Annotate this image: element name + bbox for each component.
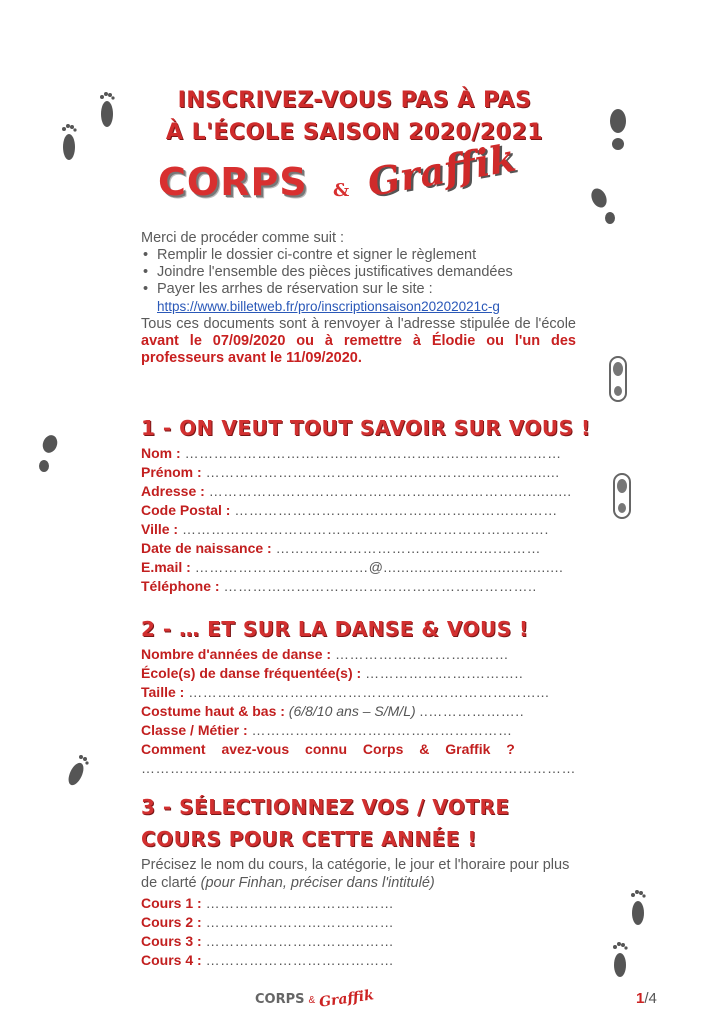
- field-label: Nom :: [141, 445, 181, 461]
- billetweb-link[interactable]: https://www.billetweb.fr/pro/inscriptionsaison20202021c-g: [157, 299, 500, 314]
- email-field[interactable]: [141, 558, 576, 577]
- adresse-field[interactable]: [141, 482, 576, 501]
- desc-main: Précisez le nom du cours, la catégorie, le jour et l'horaire pour plus de clarté: [141, 857, 570, 891]
- taille-field[interactable]: [141, 683, 576, 702]
- field-blank[interactable]: ………………………………………………………..: [223, 578, 537, 594]
- prenom-field[interactable]: [141, 463, 576, 482]
- field-label: Prénom :: [141, 464, 202, 480]
- field-label: Cours 4 :: [141, 952, 202, 968]
- footprint-icon: [624, 886, 652, 931]
- field-blank[interactable]: ………………………………@.........................................: [194, 559, 564, 575]
- field-label: E.mail :: [141, 559, 191, 575]
- instruction-item: • Remplir le dossier ci-contre et signer le règlement: [141, 247, 576, 264]
- section3-title-line2: COURS POUR CETTE ANNÉE !: [141, 827, 478, 851]
- cours2-field[interactable]: [141, 913, 576, 932]
- size-hint: (6/8/10 ans – S/M/L): [288, 703, 416, 719]
- sneaker-print-icon: [606, 355, 630, 403]
- section1-title: 1 - ON VEUT TOUT SAVOIR SUR VOUS !: [141, 416, 591, 440]
- field-blank[interactable]: …………………………………: [205, 914, 395, 930]
- field-label: Cours 3 :: [141, 933, 202, 949]
- field-label: Téléphone :: [141, 578, 220, 594]
- page-title-line2: À L'ÉCOLE SAISON 2020/2021: [165, 120, 544, 145]
- field-label: Nombre d'années de danse :: [141, 646, 332, 662]
- cours3-field[interactable]: [141, 932, 576, 951]
- logo-corps: CORPS: [158, 160, 308, 204]
- deadline-bold: avant le 07/09/2020 ou à remettre à Élodie ou l'un des professeurs avant le 11/09/2020.: [141, 333, 576, 366]
- footer-logo-graffik: Graffik: [318, 987, 376, 1011]
- instruction-text: Payer les arrhes de réservation sur le site :: [157, 281, 433, 297]
- nom-field[interactable]: [141, 444, 576, 463]
- field-label: Date de naissance :: [141, 540, 272, 556]
- field-blank[interactable]: …………………………………: [205, 952, 395, 968]
- shoe-print-icon: [34, 432, 64, 474]
- deadline-text: [141, 316, 576, 367]
- field-blank[interactable]: ………………………………………………………………...: [188, 684, 550, 700]
- instruction-list: [141, 247, 576, 316]
- footprint-icon: [606, 938, 634, 983]
- shoe-print-icon: [588, 186, 618, 226]
- page-current: 1: [636, 990, 645, 1007]
- section2-title: 2 - … ET SUR LA DANSE & VOUS !: [141, 617, 529, 641]
- field-blank[interactable]: …………………………………………………………........: [205, 464, 560, 480]
- cours4-field[interactable]: [141, 951, 576, 970]
- field-blank[interactable]: ………………………………………………….………: [234, 502, 558, 518]
- telephone-field[interactable]: [141, 577, 576, 596]
- connu-answer-field[interactable]: [141, 759, 576, 778]
- logo-ampersand: &: [333, 180, 350, 201]
- field-blank[interactable]: ………………….………..: [365, 665, 524, 681]
- intro-block: [141, 230, 576, 367]
- code-postal-field[interactable]: [141, 501, 576, 520]
- section3-title-line1: 3 - SÉLECTIONNEZ VOS / VOTRE: [141, 795, 510, 819]
- ecoles-danse-field[interactable]: [141, 664, 576, 683]
- field-blank[interactable]: ………………………………: [334, 646, 509, 662]
- sneaker-print-icon: [610, 472, 634, 520]
- field-label: Comment avez-vous connu Corps & Graffik ?: [141, 741, 515, 757]
- field-label: Classe / Métier :: [141, 722, 248, 738]
- footer-logo: [255, 987, 376, 1011]
- field-blank[interactable]: …………………………………: [205, 895, 395, 911]
- field-blank[interactable]: ……………………………………………………………………: [184, 445, 562, 461]
- ville-field[interactable]: [141, 520, 576, 539]
- instruction-item: [141, 281, 576, 316]
- intro-lead: Merci de procéder comme suit :: [141, 230, 345, 246]
- desc-italic: (pour Finhan, préciser dans l'intitulé): [200, 875, 435, 891]
- field-blank[interactable]: …………………………………: [205, 933, 395, 949]
- costume-field[interactable]: [141, 702, 576, 721]
- field-blank[interactable]: ………………………………………………: [251, 722, 513, 738]
- field-label: Taille :: [141, 684, 185, 700]
- field-label: Cours 1 :: [141, 895, 202, 911]
- annees-danse-field[interactable]: [141, 645, 576, 664]
- page-total: /4: [644, 990, 657, 1007]
- field-label: Code Postal :: [141, 502, 231, 518]
- page-title-line1: INSCRIVEZ-VOUS PAS À PAS: [177, 88, 532, 113]
- deadline-prefix: Tous ces documents sont à renvoyer à l'adresse stipulée de l'école: [141, 316, 576, 332]
- field-blank[interactable]: ..………………..: [419, 703, 525, 719]
- field-blank[interactable]: …………………………………………………………..........: [208, 483, 572, 499]
- instruction-item: • Joindre l'ensemble des pièces justificatives demandées: [141, 264, 576, 281]
- field-label: Cours 2 :: [141, 914, 202, 930]
- footer-logo-corps: CORPS: [255, 992, 305, 1007]
- field-blank[interactable]: ……………………………………….………: [275, 540, 542, 556]
- cours1-field[interactable]: [141, 894, 576, 913]
- field-blank[interactable]: ………………………………………………………………………………: [141, 760, 576, 776]
- footprint-icon: [60, 748, 94, 790]
- field-label: École(s) de danse fréquentée(s) :: [141, 665, 362, 681]
- logo-graffik: Graffik: [364, 134, 520, 205]
- field-label: Ville :: [141, 521, 179, 537]
- page-number: [636, 990, 657, 1007]
- field-blank[interactable]: ………………………………………………………………….: [181, 521, 549, 537]
- field-label: Costume haut & bas :: [141, 703, 285, 719]
- section3-description: [141, 856, 581, 892]
- connu-question: [141, 740, 576, 759]
- field-label: Adresse :: [141, 483, 205, 499]
- date-naissance-field[interactable]: [141, 539, 576, 558]
- classe-metier-field[interactable]: [141, 721, 576, 740]
- footer-logo-amp: &: [308, 995, 316, 1006]
